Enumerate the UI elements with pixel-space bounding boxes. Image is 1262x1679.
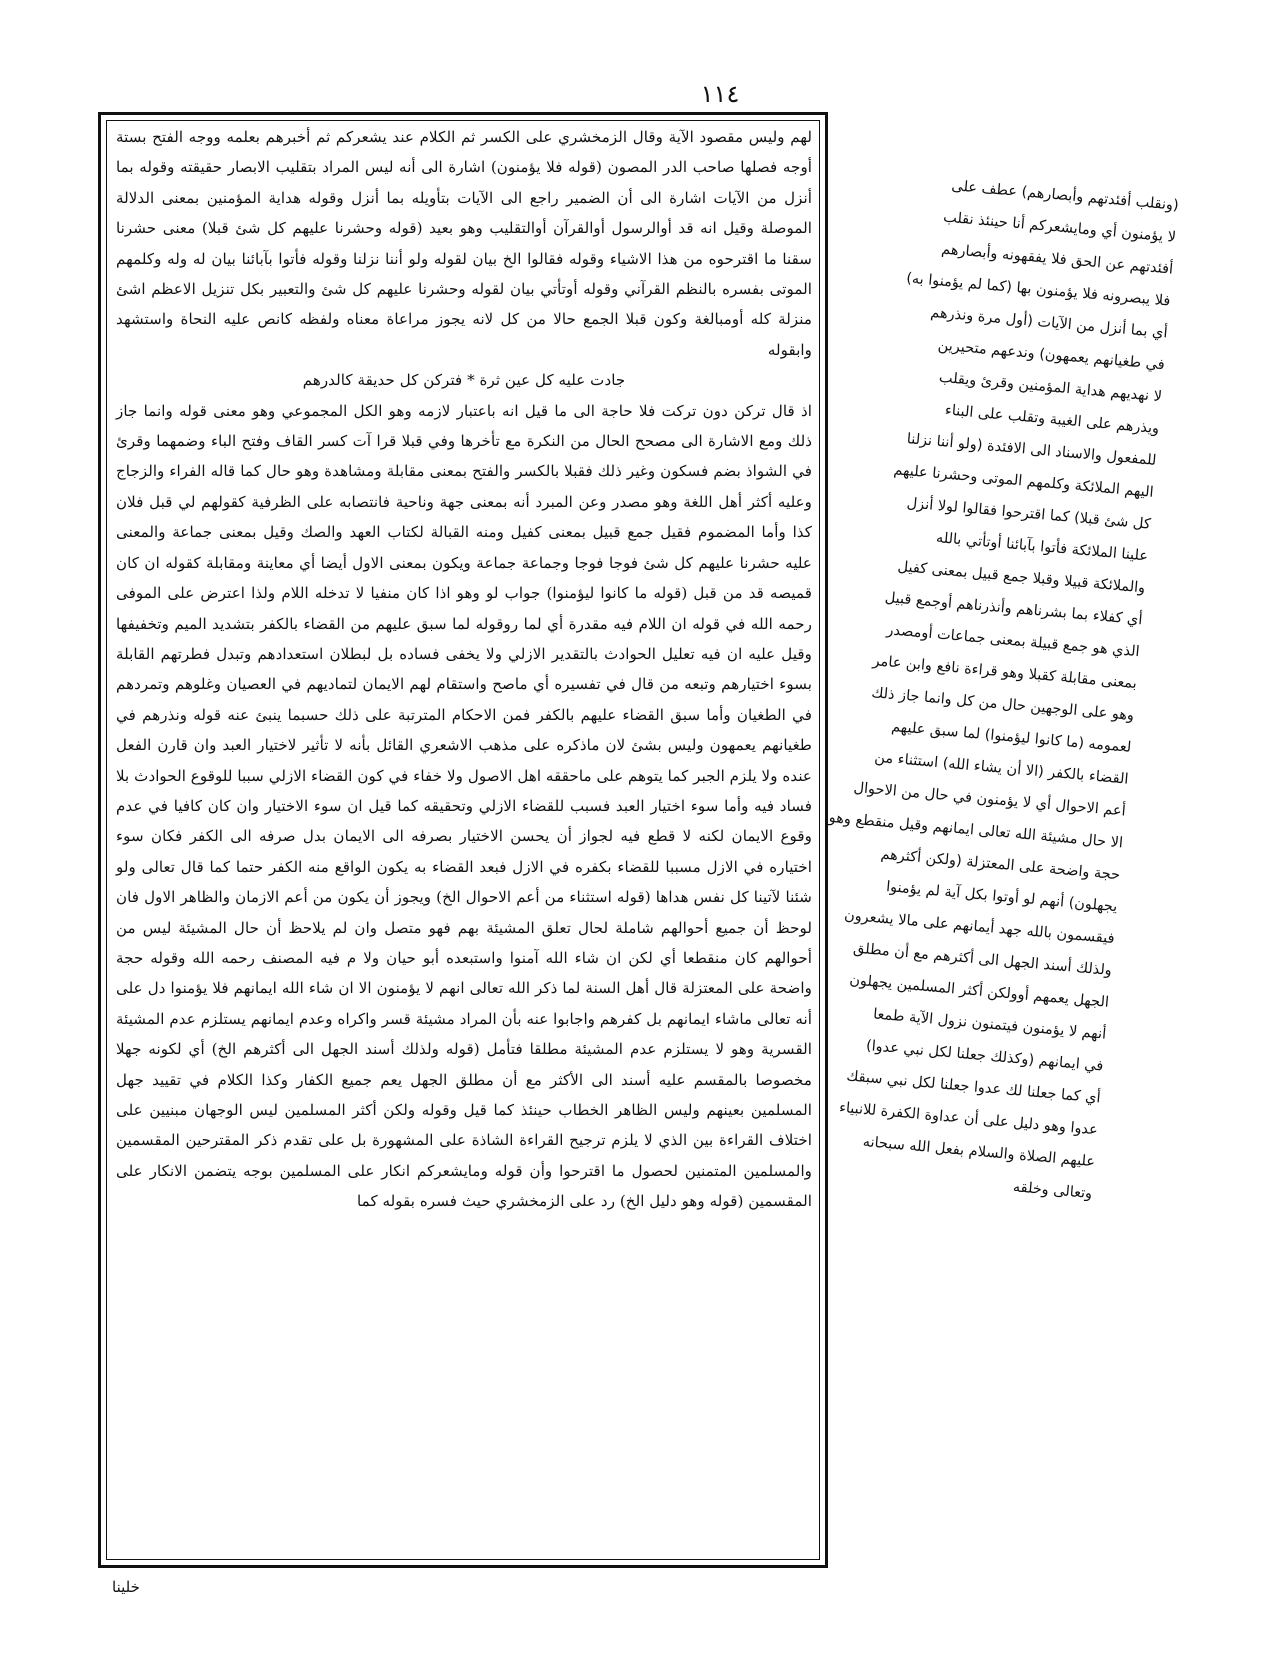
page-number: ١١٤: [700, 80, 740, 108]
margin-line: أفئدتهم عن الحق فلا يفقهونه وأبصارهم: [940, 241, 1174, 278]
margin-line: (ونقلب أفئدتهم وأبصارهم) عطف على: [950, 178, 1180, 214]
margin-line: لعمومه (ما كانوا ليؤمنوا) لما سبق عليهم: [890, 718, 1132, 756]
margin-line: أي كفلاء بما بشرناهم وأنذرناهم أوجمع قبيل: [884, 589, 1144, 629]
margin-line: أنهم لا يؤمنون فيتمنون نزول الآية طمعا: [872, 1006, 1107, 1043]
margin-line: أي كما جعلنا لك عدوا جعلنا لكل نبي سبقك: [845, 1068, 1102, 1107]
margin-line: وهو على الوجهين حال من كل وانما جاز ذلك: [870, 685, 1135, 724]
margin-line: عدوا وهو دليل على أن عداوة الكفرة للانبياء: [838, 1099, 1099, 1139]
main-text-column: [116, 122, 812, 1562]
margin-line: اليهم الملائكة وكلمهم الموتى وحشرنا عليهم: [892, 462, 1155, 501]
margin-line: فلا يبصرونه فلا يؤمنون بها (كما لم يؤمنوا به): [905, 270, 1171, 310]
margin-line: أي بما أنزل من الآيات (أول مرة ونذرهم: [929, 304, 1169, 342]
margin-line: الجهل يعمهم أوولكن أكثر المسلمين يجهلون: [848, 972, 1110, 1011]
margin-line: للمفعول والاسناد الى الافئدة (ولو أننا نزلنا: [906, 431, 1157, 469]
poetry-verse: جادت عليه كل عين ثرة * فتركن كل حديقة كالدرهم: [302, 371, 626, 390]
margin-line: في ايمانهم (وكذلك جعلنا لكل نبي عدوا): [865, 1037, 1105, 1075]
margin-line: لا يؤمنون أي ومايشعركم أنا حينئذ نقلب: [942, 209, 1177, 246]
margin-line: أعم الاحوال أي لا يؤمنون في حال من الاحوال: [852, 779, 1127, 820]
margin-line: عليهم الصلاة والسلام بفعل الله سبحانه: [862, 1134, 1096, 1171]
margin-line: والملائكة قبيلا وقبلا جمع قبيل بمعنى كفيل: [896, 558, 1146, 597]
margin-line: علينا الملائكة فأتوا بآبائنا أوتأتي بالله: [935, 530, 1149, 565]
catchword: خلينا: [112, 1578, 140, 1596]
margin-line: بمعنى مقابلة كقبلا وهو قراءة نافع وابن عامر: [871, 653, 1138, 693]
margin-line: كل شئ قبلا) كما اقترحوا فقالوا لولا أنزل: [906, 495, 1152, 533]
margin-line: القضاء بالكفر (الا أن يشاء الله) استثناء من: [873, 749, 1130, 788]
margin-line: يجهلون) أنهم لو أوتوا بكل آية لم يؤمنوا: [885, 879, 1118, 916]
margin-line: وتعالى وخلقه: [1012, 1179, 1093, 1203]
main-paragraph: لهم وليس مقصود الآية وقال الزمخشري على الكسر ثم الكلام عند يشعركم ثم أخبرهم بعلمه ووجه الفتح بستة أوجه فصلها صاحب الدر المصون (قوله فلا يؤمنون) اشارة الى أنه ليس المراد بتقليب الابصار حقيقته وقوله بما أنزل من الآيات اشارة الى أن الضمير راجع الى الآيات بتأويله بما أنزل وقوله هداية المؤمنين بمعنى الدلالة الموصلة وقيل انه قد أوالرسول أوالقرآن أوالتقليب وهو بعيد (قوله وحشرنا عليهم كل شئ قبلا) معنى حشرنا سقنا ما اقترحوه من هذا الاشياء وقوله فقالوا الخ بيان لقوله ولو أننا نزلنا وقوله فأتوا بآبائنا بيان له وله وكلمهم الموتى بفسره بالنظم القرآني وقوله أوتأتي بيان لقوله وحشرنا عليهم كل شئ والتعبير بكل تنزيل الاعظم اشئ منزلة كله أومبالغة وكون قبلا الجمع حالا من كل لانه يجوز مراعاة معناه ولفظه كانص عليه النحاة واستشهد وابقوله: [116, 128, 812, 359]
margin-line: الا حال مشيئة الله تعالى ايمانهم وقيل منقطع وهو: [828, 809, 1124, 852]
margin-line: في طغيانهم يعمهون) وندعهم متحيرين: [937, 337, 1166, 374]
margin-line: ويذرهم على الغيبة وتقلب على البناء: [944, 402, 1160, 438]
margin-line: الذي هو جمع قبيلة بمعنى جماعات أومصدر: [885, 622, 1141, 661]
margin-line: ولذلك أسند الجهل الى أكثرهم مع أن مطلق: [852, 940, 1113, 979]
main-paragraph: اذ قال تركن دون تركت فلا حاجة الى ما قيل انه باعتبار لازمه وهو الكل المجموعي وهو معنى قوله وانما جاز ذلك ومع الاشارة الى مصحح الحال من النكرة مع تأخرها وفي قبلا قرا آت كسر القاف وفتح الباء وضمهما وقرئ في الشواذ بضم فسكون وغير ذلك فقبلا بالكسر والفتح بمعنى مقابلة ومشاهدة وهو حال كما قاله الفراء والزجاج وعليه أكثر أهل اللغة وهو مصدر وعن المبرد أنه بمعنى جهة وناحية فانتصابه على الظرفية كقولهم لي قبل فلان كذا وأما المضموم فقيل جمع قبيل بمعنى كفيل ومنه القبالة لكتاب العهد والصك وقيل بمعنى جماعة والمعنى عليه حشرنا عليهم كل شئ فوجا فوجا وجماعة جماعة ويكون بمعنى الاول أيضا أي معاينة ومقابلة كقوله ان كان قميصه قد من قبل (قوله ما كانوا ليؤمنوا) جواب لو وهو اذا كان منفيا لا تدخله اللام ولذا اعترض على الموفى رحمه الله في قوله ان اللام فيه مقدرة أي لما روقوله لما سبق عليهم من القضاء بالكفر بتشديد الميم وتخفيفها وقيل عليه ان فيه تعليل الحوادث بالتقدير الازلي ولا يخفى فساده بل لبطلان استعدادهم وتبدل فطرتهم القابلة بسوء اختيارهم وتبعه من قال في تفسيره أي ماصح واستقام لهم الايمان لتماديهم في العصيان وغلوهم وتمردهم في الطغيان وأما سبق القضاء عليهم بالكفر فمن الاحكام المترتبة على ذلك حسبما ينبئ عنه قوله ونذرهم في طغيانهم يعمهون وليس بشئ لان ماذكره على مذهب الاشعري القائل بأنه لا تأثير لاختيار العبد وان قارن الفعل عنده ولا يلزم الجبر كما يتوهم على ماحققه اهل الاصول ولا خفاء في كون القضاء الازلي سببا للوقوع الحوادث بلا فساد فيه وأما سوء اختيار العبد فسبب للقضاء الازلي وتحقيقه كما قيل ان سوء الاختيار وان كان كافيا في عدم وقوع الايمان لكنه لا قطع فيه لجواز أن يحسن الاختيار بصرفه الى الايمان بدل صرفه الى الكفر فكان سوء اختياره في الازل مسببا للقضاء بكفره في الازل فبعد القضاء به يكون الواقع منه الكفر حتما كما قال تعالى ولو شئنا لآتينا كل نفس هداها (قوله استثناء من أعم الاحوال الخ) ويجوز أن يكون من أعم الازمان والظاهر الاول فان لوحظ أن جميع أحوالهم شاملة لحال تعلق المشيئة بهم فهو متصل وان لم يلاحظ أن حال المشيئة ليس من أحوالهم كان منقطعا أي لكن ان شاء الله آمنوا واستبعده أبو حيان ولا م فيه المصنف رحمه الله وقوله حجة واضحة على المعتزلة قال أهل السنة لما ذكر الله تعالى انهم لا يؤمنون الا ان شاء الله ايمانهم فلا يؤمنوا دل على أنه تعالى ماشاء ايمانهم بل كفرهم واجابوا عنه بأن المراد مشيئة قسر واكراه وعدم ايمانهم يستلزم عدم المشيئة القسرية وهو لا يستلزم عدم المشيئة مطلقا فتأمل (قوله ولذلك أسند الجهل الى أكثرهم الخ) أي لكونه جهلا مخصوصا بالمقسم عليه أسند الى الأكثر مع أن مطلق الجهل يعم جميع الكفار وكذا الكلام في تقييد جهل المسلمين بعينهم وليس الظاهر الخطاب حينئذ كما قيل وقوله ولكن أكثر المسلمين ليس الوجهان مبنيين على اختلاف القراءة بين الذي لا يلزم ترجيح القراءة الشاذة على المشهورة بل على تقدم ذكر المقترحين المقسمين والمسلمين المتمنين لحصول ما اقترحوا وأن قوله ومايشعركم انكار على المسلمين بوجه يتضمن الانكار على المقسمين (قوله وهو دليل الخ) رد على الزمخشري حيث فسره بقوله كما: [116, 401, 812, 1211]
margin-line: لا نهديهم هداية المؤمنين وقرئ ويقلب: [938, 369, 1163, 406]
margin-line: فيقسمون بالله جهد أيمانهم على مالا يشعرون: [843, 907, 1116, 948]
margin-line: حجة واضحة على المعتزلة (ولكن أكثرهم: [879, 846, 1121, 884]
